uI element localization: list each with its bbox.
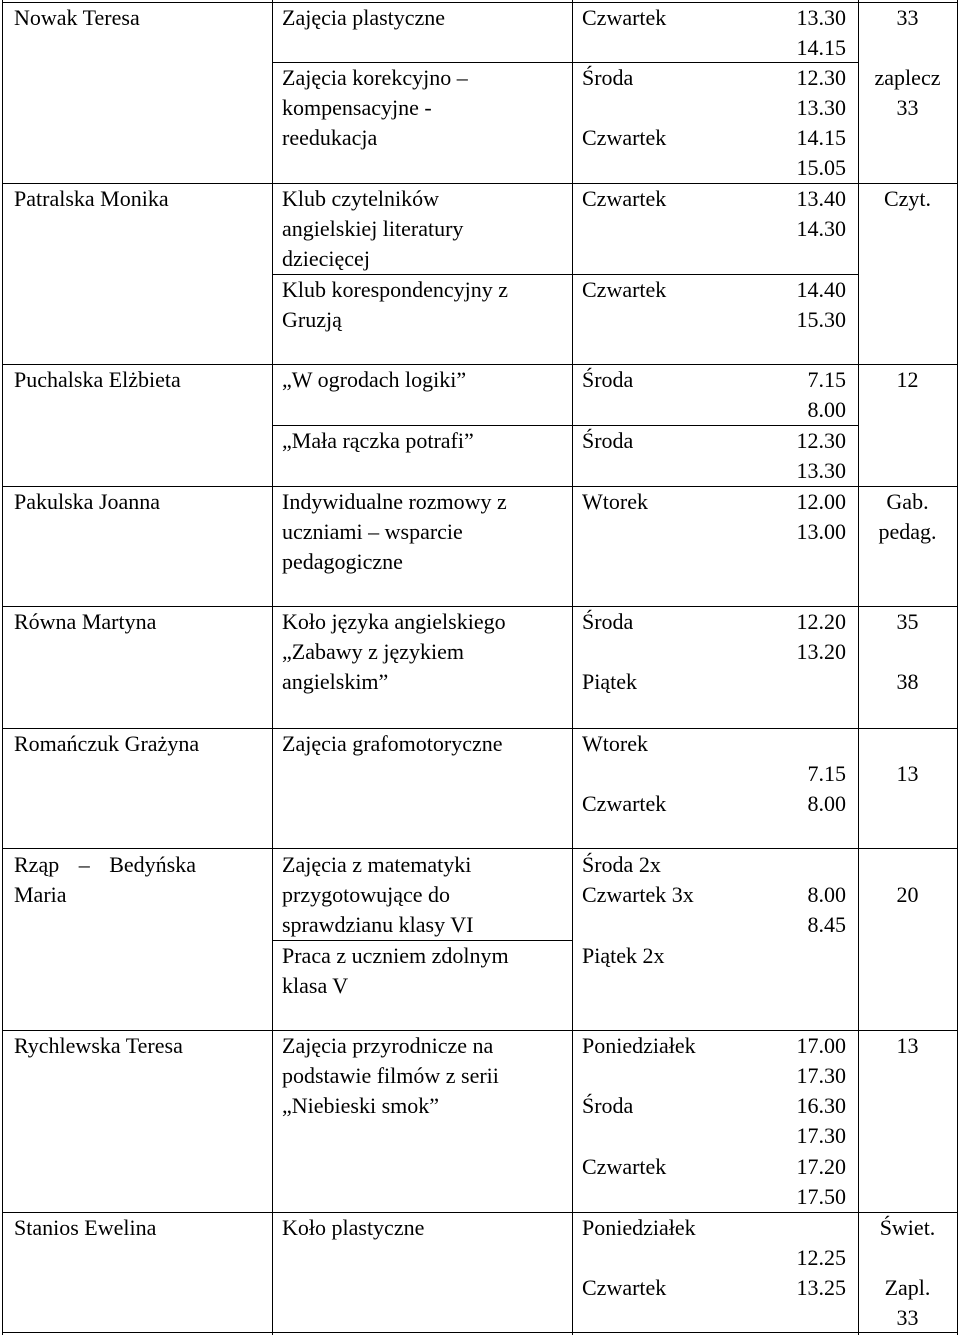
activity-time: 16.30: [796, 1093, 846, 1118]
activity-name: Zajęcia korekcyjno –: [282, 65, 468, 90]
room-number: 33: [896, 95, 919, 120]
activity-name: „Niebieski smok”: [282, 1093, 440, 1118]
activity-time: 17.00: [796, 1033, 846, 1058]
activity-time: 7.15: [807, 761, 846, 786]
activity-name: Gruzją: [282, 307, 342, 332]
teacher-name: Rząp – Bedyńska: [14, 852, 196, 877]
activity-name: klasa V: [282, 973, 349, 998]
activity-time: 17.30: [796, 1123, 846, 1148]
activity-name: dziecięcej: [282, 246, 370, 271]
activity-time: 13.20: [796, 639, 846, 664]
table-border-bottom: [2, 1332, 958, 1333]
activity-time: 15.05: [796, 155, 846, 180]
activity-time: 8.45: [807, 912, 846, 937]
activity-name: podstawie filmów z serii: [282, 1063, 499, 1088]
activity-time: 15.30: [796, 307, 846, 332]
activity-time: 13.40: [796, 186, 846, 211]
activity-name: uczniami – wsparcie: [282, 519, 463, 544]
teacher-name: Romańczuk Grażyna: [14, 731, 200, 756]
activity-name: kompensacyjne -: [282, 95, 432, 120]
activity-name: Zajęcia grafomotoryczne: [282, 731, 503, 756]
activity-time: 8.00: [807, 397, 846, 422]
activity-time: 13.30: [796, 95, 846, 120]
room-number: 35: [896, 609, 919, 634]
teacher-name: Nowak Teresa: [14, 5, 140, 30]
activity-day: Poniedziałek: [582, 1215, 696, 1240]
activity-day: Czwartek: [582, 1154, 667, 1179]
activity-day: Piątek: [582, 669, 637, 694]
column-divider: [272, 0, 273, 1335]
activity-day: Czwartek: [582, 186, 667, 211]
room-number: 13: [896, 761, 919, 786]
room-number: zaplecz: [874, 65, 941, 90]
teacher-name: Stanios Ewelina: [14, 1215, 157, 1240]
teacher-name: Pakulska Joanna: [14, 489, 161, 514]
activity-day: Środa: [582, 65, 634, 90]
room-number: pedag.: [878, 519, 937, 544]
activity-day: Poniedziałek: [582, 1033, 696, 1058]
activity-name: angielskim”: [282, 669, 389, 694]
table-border-left: [2, 0, 3, 1335]
activity-day: Środa: [582, 1093, 634, 1118]
activity-time: 12.30: [796, 65, 846, 90]
activity-day: Czwartek: [582, 277, 667, 302]
room-number: 13: [896, 1033, 919, 1058]
activity-time: 14.15: [796, 125, 846, 150]
activity-name: pedagogiczne: [282, 549, 403, 574]
activity-time: 8.00: [807, 791, 846, 816]
activity-name: przygotowujące do: [282, 882, 450, 907]
activity-time: 17.30: [796, 1063, 846, 1088]
activity-name: Zajęcia przyrodnicze na: [282, 1033, 494, 1058]
activity-name: Koło języka angielskiego: [282, 609, 506, 634]
column-divider: [572, 0, 573, 1335]
activity-time: 12.00: [796, 489, 846, 514]
activity-name: reedukacja: [282, 125, 378, 150]
activity-day: Środa: [582, 609, 634, 634]
activity-time: 14.15: [796, 35, 846, 60]
activity-name: Zajęcia plastyczne: [282, 5, 446, 30]
activity-name: angielskiej literatury: [282, 216, 464, 241]
row-divider: [2, 848, 958, 849]
activity-day: Piątek 2x: [582, 943, 665, 968]
activity-name: sprawdzianu klasy VI: [282, 912, 474, 937]
activity-day: Czwartek: [582, 791, 667, 816]
activity-time: 7.15: [807, 367, 846, 392]
activity-time: 8.00: [807, 882, 846, 907]
activity-time: 14.30: [796, 216, 846, 241]
room-number: Czyt.: [883, 186, 932, 211]
activity-day: Środa 2x: [582, 852, 661, 877]
activity-name: „Zabawy z językiem: [282, 639, 465, 664]
room-number: Świet.: [879, 1215, 936, 1240]
activity-day: Czwartek: [582, 125, 667, 150]
activity-time: 13.30: [796, 458, 846, 483]
activity-name: „Mała rączka potrafi”: [282, 428, 474, 453]
activity-name: Indywidualne rozmowy z: [282, 489, 507, 514]
activity-name: Zajęcia z matematyki: [282, 852, 472, 877]
activity-name: Praca z uczniem zdolnym: [282, 943, 509, 968]
activity-day: Środa: [582, 367, 634, 392]
activity-day: Wtorek: [582, 731, 648, 756]
room-number: 38: [896, 669, 919, 694]
room-number: 12: [896, 367, 919, 392]
activity-day: Czwartek: [582, 1275, 667, 1300]
activity-day: Czwartek: [582, 5, 667, 30]
activity-day: Środa: [582, 428, 634, 453]
room-number: 33: [896, 1305, 919, 1330]
activity-time: 17.20: [796, 1154, 846, 1179]
activity-time: 12.30: [796, 428, 846, 453]
teacher-name: Puchalska Elżbieta: [14, 367, 181, 392]
activity-name: Klub korespondencyjny z: [282, 277, 509, 302]
activity-name: Klub czytelników: [282, 186, 440, 211]
teacher-name: Patralska Monika: [14, 186, 169, 211]
activity-day: Wtorek: [582, 489, 648, 514]
table-border-right: [957, 0, 958, 1335]
room-number: Gab.: [886, 489, 929, 514]
activity-time: 13.00: [796, 519, 846, 544]
room-number: Zapl.: [884, 1275, 931, 1300]
activity-time: 13.25: [796, 1275, 846, 1300]
activity-name: „W ogrodach logiki”: [282, 367, 467, 392]
activity-time: 17.50: [796, 1184, 846, 1209]
teacher-name: Rychlewska Teresa: [14, 1033, 183, 1058]
activity-day: Czwartek 3x: [582, 882, 694, 907]
activity-time: 14.40: [796, 277, 846, 302]
room-number: 33: [896, 5, 919, 30]
activity-time: 12.20: [796, 609, 846, 634]
teacher-name: Maria: [14, 882, 67, 907]
room-number: 20: [896, 882, 919, 907]
activity-time: 12.25: [796, 1245, 846, 1270]
activity-name: Koło plastyczne: [282, 1215, 425, 1240]
teacher-name: Równa Martyna: [14, 609, 157, 634]
activity-time: 13.30: [796, 5, 846, 30]
